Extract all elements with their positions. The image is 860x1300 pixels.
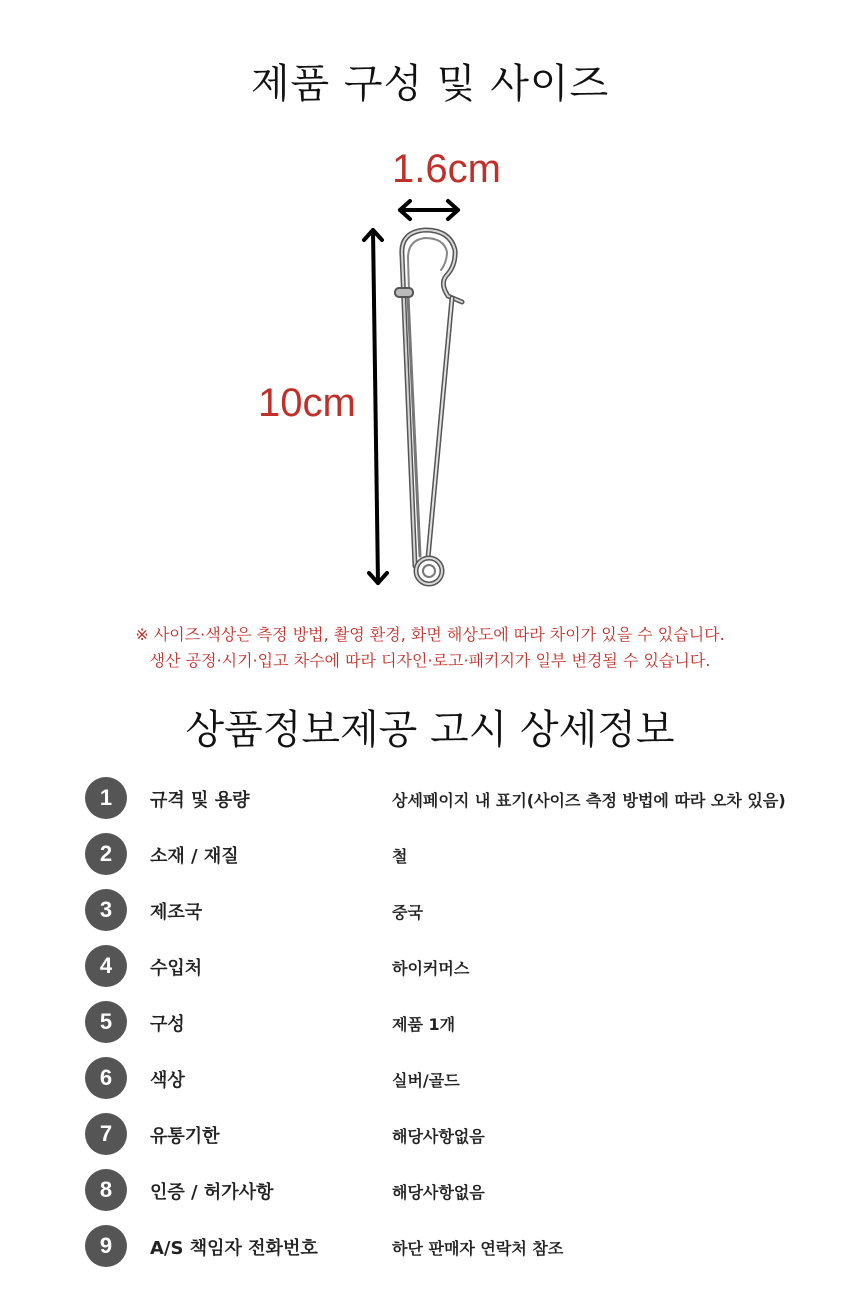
row-number-badge: 3 (85, 889, 127, 931)
info-value: 하단 판매자 연락처 참조 (392, 1239, 564, 1258)
info-row (0, 777, 860, 821)
info-label: 제조국 (150, 902, 203, 923)
info-value: 상세페이지 내 표기(사이즈 측정 방법에 따라 오차 있음) (392, 791, 786, 810)
row-number-badge: 8 (85, 1169, 127, 1211)
info-row (0, 1169, 860, 1213)
info-value: 실버/골드 (392, 1071, 460, 1090)
info-label: 규격 및 용량 (150, 790, 250, 811)
safety-pin-illustration (0, 0, 860, 620)
notice-line-2: 생산 공정·시기·입고 차수에 따라 디자인·로고·패키지가 일부 변경될 수 있습니다. (149, 651, 711, 670)
width-arrow (400, 201, 458, 219)
info-value: 제품 1개 (392, 1015, 456, 1034)
info-row (0, 945, 860, 989)
row-number-badge: 2 (85, 833, 127, 875)
section-title-size: 제품 구성 및 사이즈 (250, 61, 610, 107)
height-arrow (364, 230, 387, 583)
notice-line-1: ※ 사이즈·색상은 측정 방법, 촬영 환경, 화면 해상도에 따라 차이가 있을 수 있습니다. (135, 625, 725, 644)
info-value: 해당사항없음 (392, 1127, 485, 1146)
safety-pin (395, 230, 462, 584)
row-number-badge: 6 (85, 1057, 127, 1099)
info-value: 중국 (392, 903, 423, 922)
info-row (0, 1057, 860, 1101)
info-row (0, 1113, 860, 1157)
section-title-product-info: 상품정보제공 고시 상세정보 (185, 707, 675, 753)
width-dimension-label: 1.6cm (392, 147, 501, 191)
info-label: 소재 / 재질 (150, 846, 239, 867)
row-number-badge: 9 (85, 1225, 127, 1267)
info-label: 구성 (150, 1014, 185, 1035)
height-dimension-label: 10cm (258, 381, 356, 425)
row-number-badge: 1 (85, 777, 127, 819)
info-label: 수입처 (150, 958, 203, 979)
info-row (0, 889, 860, 933)
info-label: 색상 (150, 1070, 185, 1091)
info-row (0, 833, 860, 877)
row-number-badge: 4 (85, 945, 127, 987)
info-row (0, 1225, 860, 1269)
info-value: 철 (392, 847, 408, 866)
info-label: 인증 / 허가사항 (150, 1182, 274, 1203)
info-row (0, 1001, 860, 1045)
info-value: 하이커머스 (392, 959, 470, 978)
info-value: 해당사항없음 (392, 1183, 485, 1202)
info-label: 유통기한 (150, 1126, 220, 1147)
info-label: A/S 책임자 전화번호 (150, 1238, 318, 1259)
row-number-badge: 7 (85, 1113, 127, 1155)
row-number-badge: 5 (85, 1001, 127, 1043)
